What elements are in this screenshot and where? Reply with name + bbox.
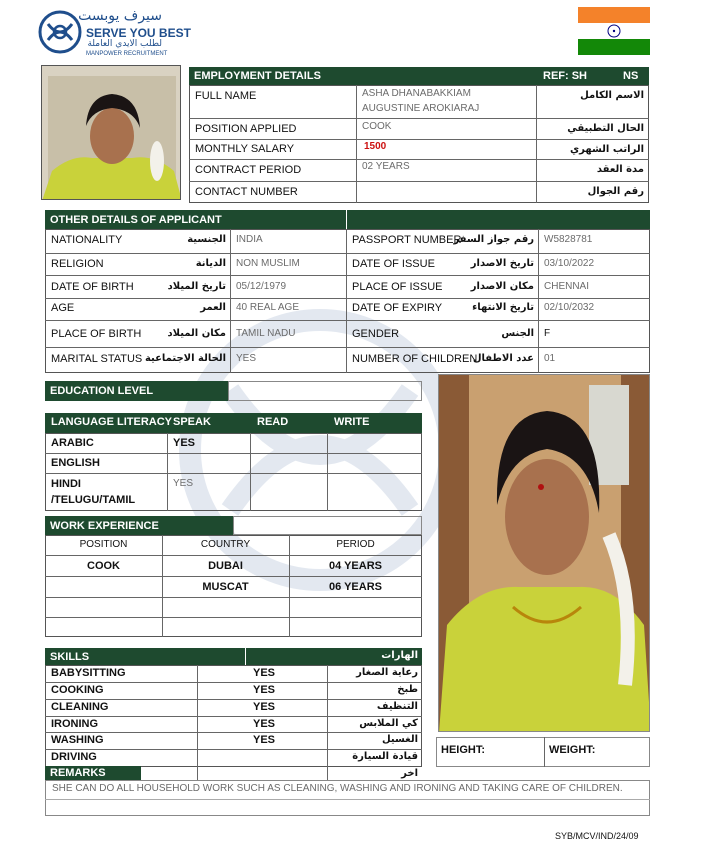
position-ar: الحال التطبيقي xyxy=(567,123,644,134)
skill-babysitting-ar: رعاية الصغار xyxy=(356,667,418,678)
lang-hindi-speak: YES xyxy=(173,478,194,489)
language-header xyxy=(45,413,422,433)
dob-value: 05/12/1979 xyxy=(236,281,287,292)
full-name-value-1: ASHA DHANABAKKIAM xyxy=(362,88,471,99)
india-flag xyxy=(578,7,650,55)
salary-value: 1500 xyxy=(364,141,387,152)
lang-arabic-speak: YES xyxy=(173,437,196,449)
gender-value: F xyxy=(544,328,551,339)
skill-washing: WASHING xyxy=(51,734,104,746)
remarks-title: REMARKS xyxy=(50,767,106,779)
weight-label: WEIGHT: xyxy=(549,744,596,756)
skill-driving-ar: قيادة السيارة xyxy=(352,751,418,762)
other-details-title: OTHER DETAILS OF APPLICANT xyxy=(50,213,222,226)
skill-cooking-ar: طبخ xyxy=(397,684,418,695)
skill-cleaning-ar: التنظيف xyxy=(376,701,418,712)
work-title: WORK EXPERIENCE xyxy=(50,519,159,532)
work-row2-period: 06 YEARS xyxy=(329,581,382,593)
skill-other-ar: اخر xyxy=(401,768,418,779)
full-name-value-2: AUGUSTINE AROKIARAJ xyxy=(362,103,480,114)
photo-image xyxy=(42,66,181,200)
issue-date-ar: تاريخ الاصدار xyxy=(470,258,534,269)
contact-ar: رقم الجوال xyxy=(587,186,644,197)
expiry-label: DATE OF EXPIRY xyxy=(352,302,443,314)
work-col-position: POSITION xyxy=(79,539,128,550)
work-col-period: PERIOD xyxy=(336,539,375,550)
skill-cleaning-value: YES xyxy=(253,701,276,713)
language-col-read: READ xyxy=(257,416,289,428)
skill-washing-ar: الغسيل xyxy=(381,734,418,745)
marital-ar: الحالة الاجتماعية xyxy=(144,353,226,364)
contract-label: CONTRACT PERIOD xyxy=(195,164,302,176)
work-header xyxy=(45,516,233,535)
education-header xyxy=(45,381,228,401)
expiry-value: 02/10/2032 xyxy=(544,302,595,313)
nationality-value: INDIA xyxy=(236,234,263,245)
skill-cooking: COOKING xyxy=(51,684,104,696)
brand-arabic-sub: لطلب الايدي العاملة xyxy=(87,39,162,49)
children-value: 01 xyxy=(544,353,556,364)
ref-suffix: NS xyxy=(623,70,639,82)
passport-value: W5828781 xyxy=(544,234,593,245)
children-label: NUMBER OF CHILDREN xyxy=(352,353,478,365)
salary-label: MONTHLY SALARY xyxy=(195,143,295,155)
skill-cooking-value: YES xyxy=(253,684,276,696)
passport-label: PASSPORT NUMBER xyxy=(352,234,462,246)
issue-place-label: PLACE OF ISSUE xyxy=(352,281,443,293)
language-col-name: LANGUAGE LITERACY xyxy=(51,416,172,428)
pob-value: TAMIL NADU xyxy=(236,328,296,339)
contact-label: CONTACT NUMBER xyxy=(195,186,298,198)
remarks-header xyxy=(45,766,141,780)
skills-header-ar: الهارات xyxy=(381,650,418,661)
skill-ironing: IRONING xyxy=(51,718,99,730)
age-ar: العمر xyxy=(200,302,226,313)
brand-name: SERVE YOU BEST xyxy=(86,26,191,40)
nationality-label: NATIONALITY xyxy=(51,234,123,246)
skill-babysitting: BABYSITTING xyxy=(51,667,126,679)
remarks-text: SHE CAN DO ALL HOUSEHOLD WORK SUCH AS CLEANING, WASHING AND IRONING AND TAKING CARE OF CHILDREN. xyxy=(52,783,623,794)
work-box-top xyxy=(233,516,422,535)
language-col-write: WRITE xyxy=(334,416,370,428)
applicant-photo-large xyxy=(438,374,650,732)
issue-date-label: DATE OF ISSUE xyxy=(352,258,435,270)
work-row1-period: 04 YEARS xyxy=(329,560,382,572)
other-details-table xyxy=(45,229,650,373)
photo-image xyxy=(439,375,650,732)
pob-ar: مكان الميلاد xyxy=(167,328,226,339)
children-ar: عدد الاطفال xyxy=(472,353,534,364)
skill-babysitting-value: YES xyxy=(253,667,276,679)
language-col-speak: SPEAK xyxy=(173,416,211,428)
expiry-ar: تاريخ الانتهاء xyxy=(472,302,534,313)
full-name-label: FULL NAME xyxy=(195,90,257,102)
work-col-country: COUNTRY xyxy=(200,539,251,550)
other-details-header xyxy=(45,210,650,229)
footer-code: SYB/MCV/IND/24/09 xyxy=(555,831,639,841)
gender-label: GENDER xyxy=(352,328,400,340)
marital-value: YES xyxy=(236,353,257,364)
work-row1-country: DUBAI xyxy=(208,560,243,572)
skill-ironing-value: YES xyxy=(253,718,276,730)
height-label: HEIGHT: xyxy=(441,744,485,756)
passport-ar: رقم جواز السفر xyxy=(453,234,534,245)
brand-sub: MANPOWER RECRUITMENT xyxy=(86,51,168,57)
issue-place-ar: مكان الاصدار xyxy=(470,281,534,292)
employment-header-title: EMPLOYMENT DETAILS xyxy=(194,70,321,82)
work-row1-position: COOK xyxy=(87,560,120,572)
full-name-ar: الاسم الكامل xyxy=(580,90,644,101)
issue-date-value: 03/10/2022 xyxy=(544,258,595,269)
company-logo xyxy=(38,10,82,54)
work-row2-country: MUSCAT xyxy=(202,581,249,593)
pob-label: PLACE OF BIRTH xyxy=(51,328,142,340)
contract-value: 02 YEARS xyxy=(362,161,410,172)
issue-place-value: CHENNAI xyxy=(544,281,590,292)
skill-washing-value: YES xyxy=(253,734,276,746)
marital-label: MARITAL STATUS xyxy=(51,353,143,365)
lang-english: ENGLISH xyxy=(51,457,100,469)
education-title: EDUCATION LEVEL xyxy=(50,385,154,397)
flag-icon xyxy=(578,7,650,55)
gender-ar: الجنس xyxy=(501,328,534,339)
dob-ar: تاريخ الميلاد xyxy=(167,281,226,292)
position-label: POSITION APPLIED xyxy=(195,123,297,135)
lang-hindi-1: HINDI xyxy=(51,478,81,490)
skill-cleaning: CLEANING xyxy=(51,701,109,713)
age-label: AGE xyxy=(51,302,75,314)
nationality-ar: الجنسية xyxy=(187,234,226,245)
religion-ar: الديانة xyxy=(195,258,226,269)
skills-title: SKILLS xyxy=(50,650,90,663)
education-box xyxy=(228,381,422,401)
age-value: 40 REAL AGE xyxy=(236,302,299,313)
contract-ar: مدة العقد xyxy=(596,164,644,175)
religion-label: RELIGION xyxy=(51,258,104,270)
lang-hindi-2: /TELUGU/TAMIL xyxy=(51,494,136,506)
applicant-photo-small xyxy=(41,65,181,200)
skill-driving: DRIVING xyxy=(51,751,97,763)
position-value: COOK xyxy=(362,121,392,132)
ref-label: REF: SH xyxy=(543,70,587,82)
skill-ironing-ar: كي الملابس xyxy=(359,718,418,729)
brand-arabic: سيرف يوبست xyxy=(78,8,162,24)
lang-arabic: ARABIC xyxy=(51,437,94,449)
salary-ar: الراتب الشهري xyxy=(570,144,644,155)
religion-value: NON MUSLIM xyxy=(236,258,300,269)
dob-label: DATE OF BIRTH xyxy=(51,281,134,293)
logo-icon xyxy=(38,10,82,54)
